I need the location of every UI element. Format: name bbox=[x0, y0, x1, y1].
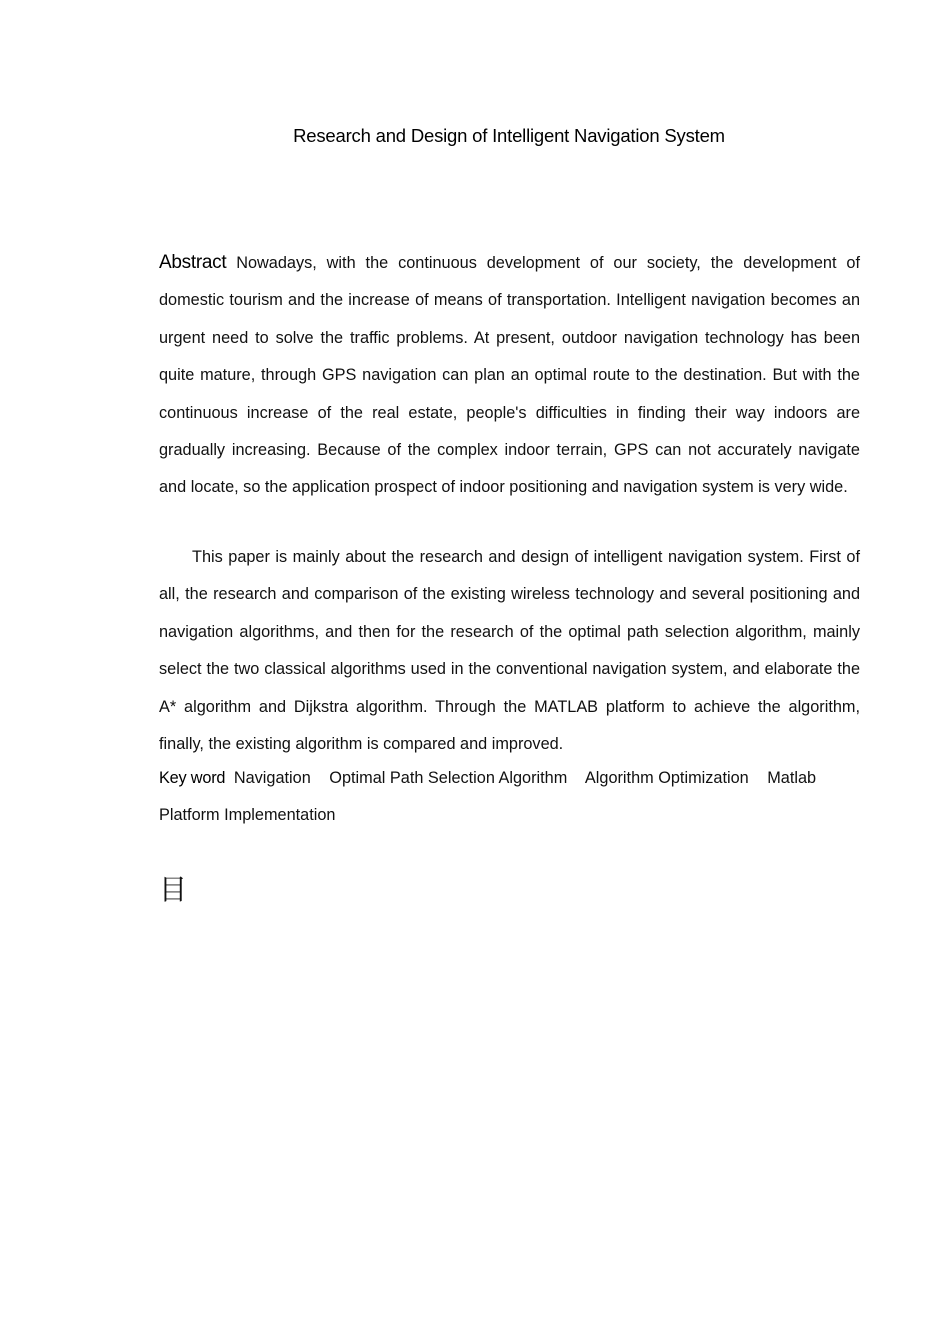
keywords-line bbox=[159, 760, 860, 835]
keyword-item: Algorithm Optimization bbox=[584, 769, 749, 787]
abstract-paragraph bbox=[159, 244, 860, 507]
keyword-item: Matlab Platform Implementation bbox=[159, 769, 817, 825]
abstract-paragraph-2: This paper is mainly about the research and design of intelligent navigation system. First of all, the research and comparison of the existing wireless technology and several positioning and navigation algorithms, and then for the research of the optimal path selection algorithm, mainly select the two classical algorithms used in the conventional navigation system, and elaborate the A* algorithm and Dijkstra algorithm. Through the MATLAB platform to achieve the algorithm, finally, the existing algorithm is compared and improved. bbox=[159, 548, 860, 754]
abstract-label: Abstract bbox=[159, 252, 227, 273]
keyword-item: Navigation bbox=[233, 769, 311, 787]
paper-title: Research and Design of Intelligent Navigation System bbox=[293, 125, 725, 146]
keyword-item: Optimal Path Selection Algorithm bbox=[329, 769, 568, 787]
toc-heading: 目 bbox=[159, 873, 188, 906]
abstract-text: Nowadays, with the continuous development of our society, the development of domestic tourism and the increase of means of transportation. Intelligent navigation becomes an urgent need to solve the traffic problems. At present, outdoor navigation technology has been quite mature, through GPS navigation can plan an optimal route to the destination. But with the continuous increase of the real estate, people's difficulties in finding their way indoors are gradually increasing. Because of the complex indoor terrain, GPS can not accurately navigate and locate, so the application prospect of indoor positioning and navigation system is very wide. bbox=[159, 254, 860, 497]
keywords-label: Key word bbox=[159, 769, 226, 787]
